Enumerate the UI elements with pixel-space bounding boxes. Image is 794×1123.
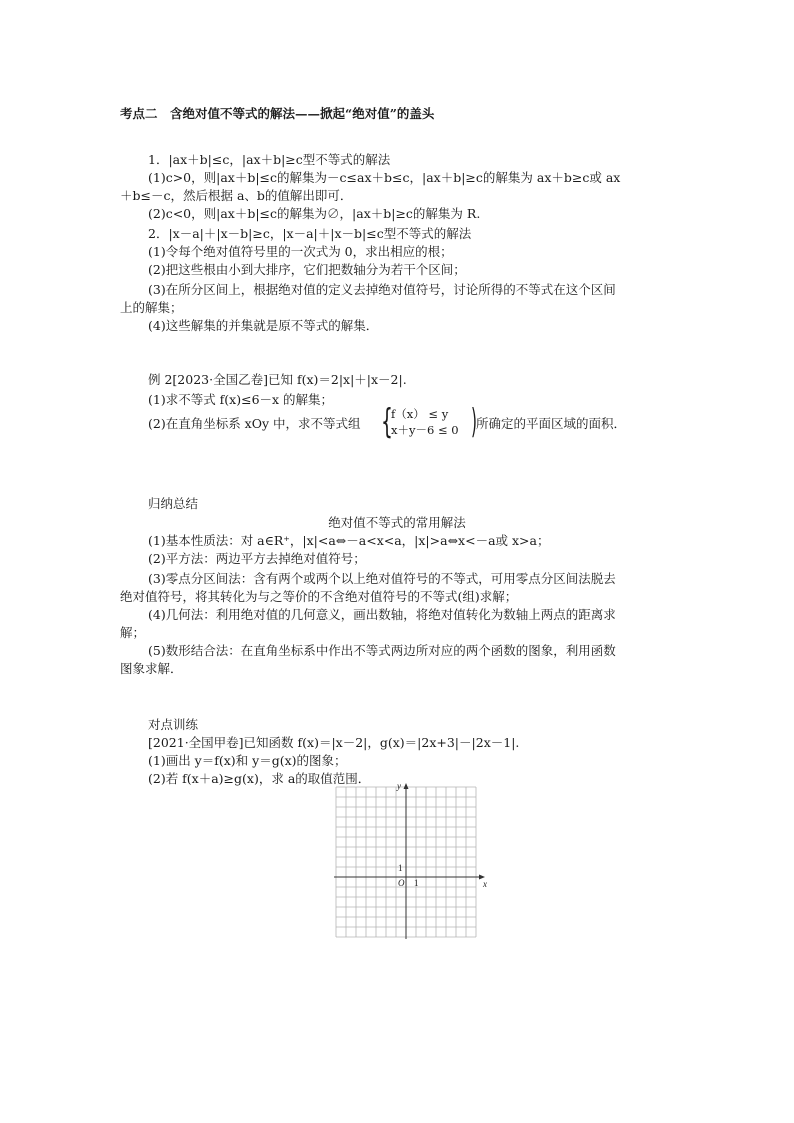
origin-label: O	[398, 878, 405, 888]
section1-line-2: (1)c>0，则|ax＋b|≤c的解集为－c≤ax＋b≤c，|ax＋b|≥c的解集为 ax＋b≥c或 ax	[148, 170, 621, 185]
coordinate-grid-svg	[330, 783, 490, 943]
section1-line-9: 上的解集；	[120, 300, 183, 315]
section1-line-7: (2)把这些根由小到大排序，它们把数轴分为若干个区间；	[148, 262, 466, 277]
example-question-2-prefix: (2)在直角坐标系 xOy 中，求不等式组	[148, 416, 361, 431]
section1-line-1: 1．|ax＋b|≤c，|ax＋b|≥c型不等式的解法	[148, 152, 391, 167]
practice-label: 对点训练	[148, 717, 199, 732]
coordinate-grid	[330, 783, 490, 943]
x-tick-label: 1	[414, 878, 419, 888]
summary-line-1: (1)基本性质法：对 a∈R⁺，|x|<a⇔－a<x<a，|x|>a⇔x<－a或 x>a；	[148, 533, 550, 548]
y-tick-label: 1	[398, 863, 403, 873]
summary-line-6: 解；	[120, 625, 146, 640]
example-stem: 例 2[2023·全国乙卷]已知 f(x)＝2|x|＋|x－2|.	[148, 372, 407, 387]
practice-question-1: (1)画出 y＝f(x)和 y＝g(x)的图象；	[148, 753, 347, 768]
section1-line-8: (3)在所分区间上，根据绝对值的定义去掉绝对值符号，讨论所得的不等式在这个区间	[148, 282, 616, 297]
summary-line-7: (5)数形结合法：在直角坐标系中作出不等式两边所对应的两个函数的图象，利用函数	[148, 643, 616, 658]
summary-line-4: 绝对值符号，将其转化为与之等价的不含绝对值符号的不等式(组)求解；	[120, 589, 518, 604]
section1-line-10: (4)这些解集的并集就是原不等式的解集．	[148, 318, 379, 333]
summary-line-5: (4)几何法：利用绝对值的几何意义，画出数轴，将绝对值转化为数轴上两点的距离求	[148, 607, 616, 622]
system-row-2: x＋y－6 ≤ 0	[391, 423, 459, 437]
y-axis-label: y	[397, 783, 401, 791]
summary-line-3: (3)零点分区间法：含有两个或两个以上绝对值符号的不等式，可用零点分区间法脱去	[148, 571, 616, 586]
section1-line-5: 2．|x－a|＋|x－b|≥c，|x－a|＋|x－b|≤c型不等式的解法	[148, 226, 472, 241]
summary-line-2: (2)平方法：两边平方去掉绝对值符号；	[148, 551, 366, 566]
summary-line-8: 图象求解．	[120, 661, 183, 676]
practice-question-2: (2)若 f(x＋a)≥g(x)，求 a的取值范围．	[148, 771, 371, 786]
x-axis-label: x	[483, 879, 487, 889]
right-paren: )	[471, 402, 477, 442]
summary-title: 绝对值不等式的常用解法	[328, 515, 466, 530]
practice-stem: [2021·全国甲卷]已知函数 f(x)＝|x－2|，g(x)＝|2x+3|－|2x－1|.	[148, 735, 520, 750]
inequality-system	[381, 402, 477, 442]
section1-line-3: ＋b≤－c，然后根据 a、b的值解出即可．	[120, 188, 353, 203]
system-row-1: f（x） ≤ y	[391, 407, 449, 421]
section1-line-4: (2)c<0，则|ax＋b|≤c的解集为∅，|ax＋b|≥c的解集为 R.	[148, 206, 481, 221]
example-question-2-suffix: 所确定的平面区域的面积．	[476, 416, 627, 431]
section-heading: 考点二 含绝对值不等式的解法——掀起“绝对值”的盖头	[120, 106, 435, 121]
section1-line-6: (1)令每个绝对值符号里的一次式为 0，求出相应的根；	[148, 244, 453, 259]
summary-label: 归纳总结	[148, 496, 199, 511]
y-axis-arrow	[404, 783, 409, 789]
left-brace: {	[381, 402, 393, 442]
example-question-1: (1)求不等式 f(x)≤6－x 的解集；	[148, 392, 334, 407]
